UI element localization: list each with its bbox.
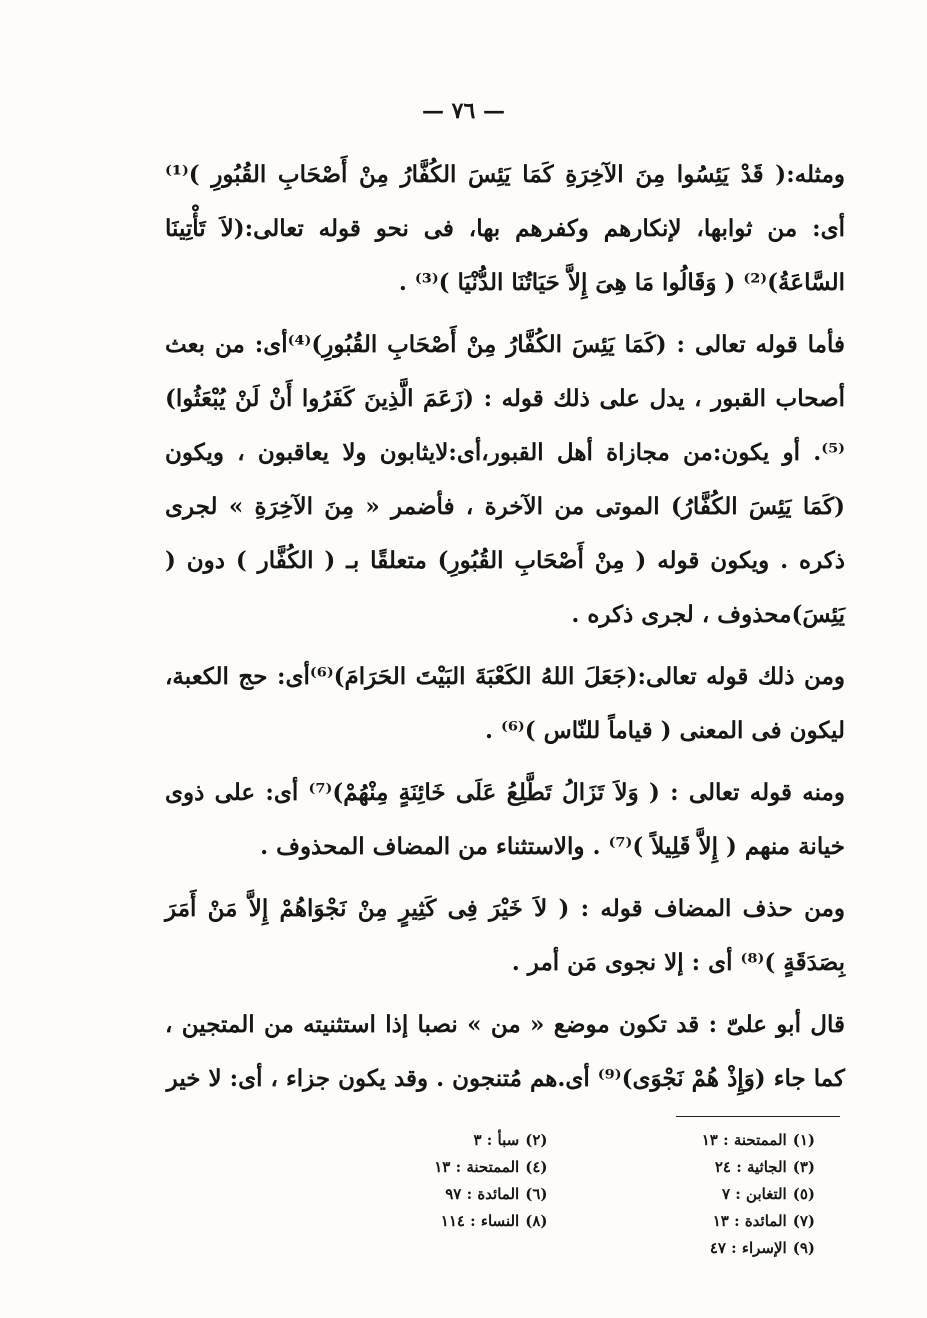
footnote-number: (٧) <box>792 1212 815 1230</box>
footnote <box>340 1155 548 1179</box>
page-number: — ٧٦ — <box>422 98 505 124</box>
footnote-number: (٦) <box>525 1185 548 1203</box>
footnote-number: (٣) <box>792 1158 815 1176</box>
paragraph: ومثله:( قَدْ يَئِسُوا مِنَ الآخِرَةِ كَمَا يَئِسَ الكُفَّارُ مِنْ أَصْحَابِ القُبُورِ )⁽¹⁾ أى: من ثوابها، لإنكارهم وكفرهم بها، فى نحو قوله تعالى:(لاَ تَأْتِينَا السَّاعَةُ)⁽²⁾ ( وَقَالُوا مَا هِىَ إِلاَّ حَيَاتُنَا الدُّنْيَا )⁽³⁾ . <box>165 161 845 296</box>
footnote <box>340 1209 548 1233</box>
footnote-reference: المائدة : ٩٧ <box>445 1185 520 1203</box>
paragraph: فأما قوله تعالى : (كَمَا يَئِسَ الكُفَّارُ مِنْ أَصْحَابِ القُبُورِ)⁽⁴⁾أى: من بعث أصحاب القبور ، يدل على ذلك قوله : (زَعَمَ الَّذِينَ كَفَرُوا أَنْ لَنْ يُبْعَثُوا)⁽⁵⁾. أو يكون:من مجازاة أهل القبور،أى:لايثابون ولا يعاقبون ، ويكون (كَمَا يَئِسَ الكُفَّارُ) الموتى من الآخرة ، فأضمر « مِنَ الآخِرَةِ » لجرى ذكره . ويكون قوله ( مِنْ أَصْحَابِ القُبُورِ) متعلقًا بـ ( الكُفَّار ) دون ( يَئِسَ)محذوف ، لجرى ذكره . <box>165 331 845 628</box>
footnote <box>608 1155 816 1179</box>
footnote-number: (٢) <box>525 1131 548 1149</box>
footnote-divider <box>676 1116 840 1117</box>
footnote-reference: الممتحنة : ١٣ <box>434 1158 520 1176</box>
paragraph: قال أبو علىّ : قد تكون موضع « من » نصبا إذا استثنيته من المتجين ، كما جاء (وَإِذْ هُمْ نَجْوَى)⁽⁹⁾ أى.هم مُتنجون . وقد يكون جزاء ، أى: لا خير <box>165 1011 845 1092</box>
paragraph: ومن ذلك قوله تعالى:(جَعَلَ اللهُ الكَعْبَةَ البَيْتَ الحَرَامَ)⁽⁶⁾أى: حج الكعبة، ليكون فى المعنى ( قياماً للنّاس )⁽⁶⁾ . <box>165 663 845 744</box>
footnote-number: (٤) <box>525 1158 548 1176</box>
footnote-number: (٩) <box>792 1239 815 1257</box>
footnote <box>340 1128 548 1152</box>
footnote-reference: سبأ : ٣ <box>473 1131 520 1149</box>
footnotes <box>340 1128 815 1260</box>
footnote-reference: الجاثية : ٢٤ <box>714 1158 787 1176</box>
footnote <box>608 1236 816 1260</box>
footnote <box>608 1128 816 1152</box>
footnote-reference: المائدة : ١٣ <box>712 1212 787 1230</box>
footnote <box>608 1209 816 1233</box>
footnote <box>340 1182 548 1206</box>
footnote-number: (١) <box>792 1131 815 1149</box>
footnote <box>608 1182 816 1206</box>
footnote-number: (٨) <box>525 1212 548 1230</box>
body-text <box>165 148 845 1114</box>
paragraph: ومنه قوله تعالى : ( وَلاَ تَزَالُ تَطَّلِعُ عَلَى خَائِنَةٍ مِنْهُمْ)⁽⁷⁾ أى: على ذوى خيانة منهم ( إِلاَّ قَلِيلاً )⁽⁷⁾ . والاستثناء من المضاف المحذوف . <box>165 779 845 860</box>
footnote-reference: النساء : ١١٤ <box>440 1212 520 1230</box>
footnote-reference: التغابن : ٧ <box>722 1185 787 1203</box>
footnote-reference: الممتحنة : ١٣ <box>701 1131 787 1149</box>
footnote-reference: الإسراء : ٤٧ <box>709 1239 787 1257</box>
footnote-number: (٥) <box>792 1185 815 1203</box>
paragraph: ومن حذف المضاف قوله : ( لاَ خَيْرَ فِى كَثِيرٍ مِنْ نَجْوَاهُمْ إِلاَّ مَنْ أَمَرَ بِصَدَقَةٍ )⁽⁸⁾ أى : إلا نجوى مَن أمر . <box>165 895 845 976</box>
